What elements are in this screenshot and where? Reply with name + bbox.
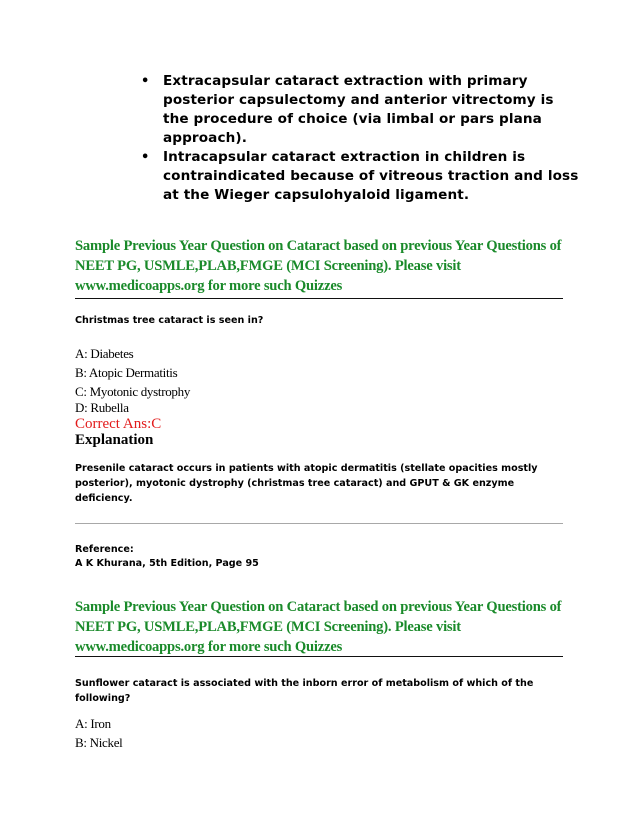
bullet-text: Intracapsular cataract extraction in children is contraindicated because of vitreous traction and loss at the Wieger capsulohyaloid ligament. <box>163 149 579 203</box>
correct-answer: Correct Ans:C <box>75 416 162 432</box>
heading-divider <box>75 298 563 299</box>
reference-label: Reference: <box>75 544 134 555</box>
bullet-item <box>141 72 583 148</box>
option-b: B: Atopic Dermatitis <box>75 365 178 380</box>
option-a: A: Iron <box>75 716 111 731</box>
bullet-dot: • <box>141 74 150 89</box>
option-a: A: Diabetes <box>75 346 134 361</box>
option-d: D: Rubella <box>75 400 129 415</box>
option-c: C: Myotonic dystrophy <box>75 384 191 399</box>
question-text: Sunflower cataract is associated with the inborn error of metabolism of which of the following? <box>75 678 534 704</box>
explanation-title: Explanation <box>75 432 154 448</box>
bullet-item <box>141 148 583 205</box>
reference-text: A K Khurana, 5th Edition, Page 95 <box>75 558 259 569</box>
option-b: B: Nickel <box>75 735 123 750</box>
sample-question-heading: Sample Previous Year Question on Cataract based on previous Year Questions of NEET PG, USMLE,PLAB,FMGE (MCI Screening). Please visit www.medicoapps.org for more such Quizzes <box>75 599 562 655</box>
explanation-text: Presenile cataract occurs in patients with atopic dermatitis (stellate opacities mostly posterior), myotonic dystrophy (christmas tree cataract) and GPUT & GK enzyme deficiency. <box>75 463 538 504</box>
bullet-dot: • <box>141 150 150 165</box>
section-divider <box>75 523 563 524</box>
sample-question-heading: Sample Previous Year Question on Cataract based on previous Year Questions of NEET PG, USMLE,PLAB,FMGE (MCI Screening). Please visit www.medicoapps.org for more such Quizzes <box>75 238 562 294</box>
heading-divider <box>75 656 563 657</box>
question-text: Christmas tree cataract is seen in? <box>75 315 264 326</box>
bullet-text: Extracapsular cataract extraction with primary posterior capsulectomy and anterior vitrectomy is the procedure of choice (via limbal or pars plana approach). <box>163 73 554 146</box>
bullet-list <box>141 72 583 205</box>
